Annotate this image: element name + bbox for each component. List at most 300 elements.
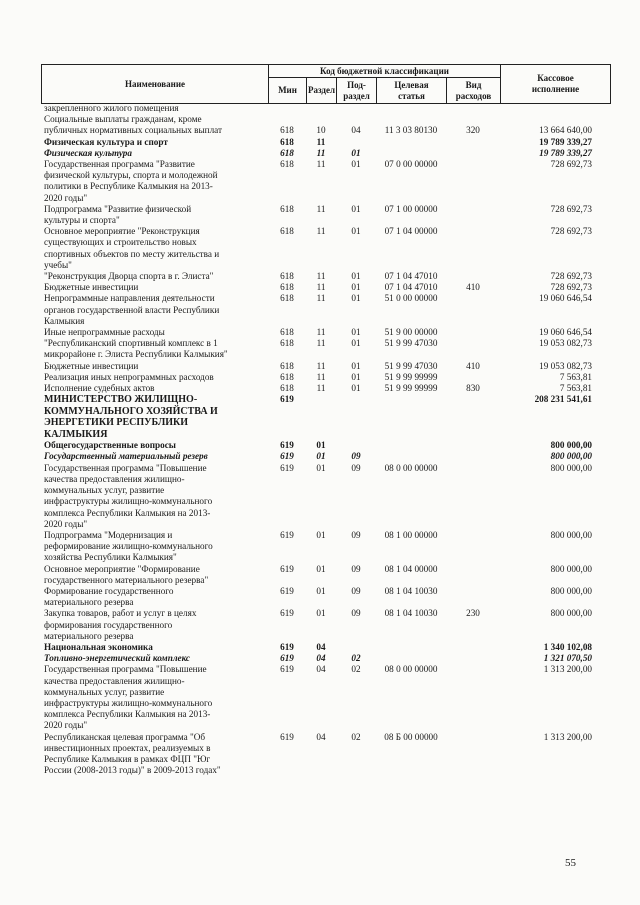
table-row xyxy=(41,181,610,192)
cell-name: Основное мероприятие "Реконструкция xyxy=(44,226,200,237)
cell-exp xyxy=(446,676,500,687)
table-row xyxy=(41,463,610,474)
cell-name: государственного материального резерва" xyxy=(44,574,209,585)
cell-min: 618 xyxy=(280,338,294,349)
cell-min: 618 xyxy=(280,360,294,371)
cell-min xyxy=(268,474,306,485)
table-row xyxy=(41,496,610,507)
cell-tgt: 07 1 00 00000 xyxy=(384,203,438,214)
cell-min xyxy=(268,170,306,181)
cell-sec: 04 xyxy=(316,731,326,742)
cell-sub xyxy=(336,429,376,441)
cell-exp xyxy=(446,293,500,304)
header-min: Мин xyxy=(269,78,307,104)
cell-tgt xyxy=(376,440,446,451)
cell-min: 619 xyxy=(280,608,294,619)
cell-min: 619 xyxy=(280,664,294,675)
cell-sub xyxy=(336,698,376,709)
cell-tgt xyxy=(376,429,446,441)
cell-name: спортивных объектов по месту жительства и xyxy=(44,248,220,259)
table-row xyxy=(41,394,610,406)
table-row xyxy=(41,226,610,237)
cell-min: 618 xyxy=(280,282,294,293)
cell-amt: 19 789 339,27 xyxy=(539,136,592,147)
cell-exp xyxy=(446,204,500,215)
cell-min xyxy=(268,429,306,441)
cell-sec xyxy=(306,394,336,406)
cell-sub xyxy=(336,394,376,406)
table-row xyxy=(41,508,610,519)
cell-exp xyxy=(446,305,500,316)
cell-name: учебы" xyxy=(44,259,72,270)
cell-name: инвестиционных проектах, реализуемых в xyxy=(44,742,211,753)
cell-sec xyxy=(306,754,336,765)
cell-sec xyxy=(306,215,336,226)
cell-min xyxy=(268,496,306,507)
cell-tgt: 07 1 04 00000 xyxy=(384,226,438,237)
cell-sub xyxy=(336,305,376,316)
cell-sub xyxy=(336,237,376,248)
cell-exp xyxy=(446,642,500,653)
cell-tgt: 08 1 00 00000 xyxy=(384,529,438,540)
cell-name: комплекса Республики Калмыкия на 2013- xyxy=(44,507,211,518)
cell-sub xyxy=(336,260,376,271)
table-row xyxy=(41,293,610,304)
cell-amt xyxy=(500,474,610,485)
table-row xyxy=(41,687,610,698)
cell-amt: 800 000,00 xyxy=(550,529,592,540)
cell-amt xyxy=(500,193,610,204)
cell-sub: 02 xyxy=(351,731,361,742)
cell-tgt xyxy=(376,743,446,754)
cell-min xyxy=(268,676,306,687)
cell-name: качества предоставления жилищно- xyxy=(44,675,185,686)
cell-name: закрепленного жилого помещения xyxy=(44,103,179,113)
table-row xyxy=(41,429,610,441)
cell-exp xyxy=(446,709,500,720)
cell-name: Бюджетные инвестиции xyxy=(44,360,139,371)
cell-exp xyxy=(446,114,500,125)
cell-amt xyxy=(500,508,610,519)
cell-name: Основное мероприятие "Формирование xyxy=(44,563,200,574)
cell-amt xyxy=(500,429,610,441)
cell-exp xyxy=(446,316,500,327)
cell-sec xyxy=(306,485,336,496)
cell-tgt xyxy=(376,508,446,519)
cell-amt: 800 000,00 xyxy=(550,440,592,451)
cell-min: 618 xyxy=(280,203,294,214)
cell-min xyxy=(268,575,306,586)
cell-sub xyxy=(336,642,376,653)
cell-exp xyxy=(446,698,500,709)
cell-amt xyxy=(500,720,610,731)
cell-tgt: 07 1 04 47010 xyxy=(384,282,438,293)
cell-amt: 1 313 200,00 xyxy=(543,664,592,675)
cell-amt: 800 000,00 xyxy=(550,585,592,596)
cell-sub xyxy=(336,552,376,563)
cell-sub: 04 xyxy=(351,125,361,136)
cell-tgt xyxy=(376,305,446,316)
cell-sec: 11 xyxy=(316,226,326,237)
cell-sec xyxy=(306,743,336,754)
cell-min xyxy=(268,260,306,271)
cell-exp: 230 xyxy=(466,608,480,619)
cell-tgt: 08 1 04 10030 xyxy=(384,608,438,619)
cell-amt xyxy=(500,316,610,327)
table-row xyxy=(41,586,610,597)
cell-amt xyxy=(500,541,610,552)
cell-name: Государственная программа "Повышение xyxy=(44,462,207,473)
cell-exp xyxy=(446,463,500,474)
page-number: 55 xyxy=(565,857,576,869)
cell-sec xyxy=(306,676,336,687)
cell-sec: 11 xyxy=(316,360,326,371)
cell-name: 2020 годы" xyxy=(44,720,88,731)
table-row xyxy=(41,664,610,675)
cell-tgt xyxy=(376,765,446,776)
cell-tgt xyxy=(376,474,446,485)
cell-exp xyxy=(446,170,500,181)
cell-tgt xyxy=(376,620,446,631)
cell-sec: 04 xyxy=(316,641,326,652)
cell-name: Реализация иных непрограммных расходов xyxy=(44,371,214,382)
cell-exp xyxy=(446,429,500,441)
cell-tgt xyxy=(376,642,446,653)
cell-amt: 19 053 082,73 xyxy=(539,338,592,349)
cell-sub: 01 xyxy=(351,282,361,293)
cell-min xyxy=(268,193,306,204)
cell-exp xyxy=(446,215,500,226)
cell-sec xyxy=(306,709,336,720)
table-row xyxy=(41,676,610,687)
cell-exp xyxy=(446,732,500,743)
cell-min xyxy=(268,720,306,731)
cell-exp xyxy=(446,743,500,754)
cell-sub xyxy=(336,406,376,418)
cell-sec: 11 xyxy=(316,282,326,293)
cell-min xyxy=(268,103,306,114)
table-row xyxy=(41,137,610,148)
cell-tgt xyxy=(376,575,446,586)
header-subsection: Под- раздел xyxy=(337,78,377,104)
cell-name: КАЛМЫКИЯ xyxy=(44,428,108,440)
cell-sec: 11 xyxy=(316,271,326,282)
cell-name: Закупка товаров, работ и услуг в целях xyxy=(44,608,197,619)
cell-sub: 09 xyxy=(351,451,361,462)
cell-sec xyxy=(306,698,336,709)
cell-min xyxy=(268,765,306,776)
cell-sec xyxy=(306,181,336,192)
cell-amt: 19 789 339,27 xyxy=(539,147,592,158)
cell-exp xyxy=(446,406,500,418)
cell-min: 618 xyxy=(280,226,294,237)
cell-sec xyxy=(306,631,336,642)
cell-tgt xyxy=(376,451,446,462)
cell-min xyxy=(268,215,306,226)
cell-min: 618 xyxy=(280,293,294,304)
cell-sec xyxy=(306,349,336,360)
cell-tgt xyxy=(376,103,446,114)
cell-min: 618 xyxy=(280,371,294,382)
cell-min: 618 xyxy=(280,383,294,394)
table-body xyxy=(41,103,610,776)
cell-exp xyxy=(446,394,500,406)
cell-name: ЭНЕРГЕТИКИ РЕСПУБЛИКИ xyxy=(44,417,189,429)
table-row xyxy=(41,653,610,664)
cell-name: Непрограммные направления деятельности xyxy=(44,293,215,304)
table-row xyxy=(41,114,610,125)
cell-min: 619 xyxy=(280,440,294,451)
cell-sub xyxy=(336,709,376,720)
table-row xyxy=(41,519,610,530)
cell-sec: 01 xyxy=(316,563,326,574)
cell-exp xyxy=(446,159,500,170)
cell-tgt: 08 Б 00 00000 xyxy=(384,731,438,742)
cell-sec: 10 xyxy=(316,125,326,136)
table-row xyxy=(41,541,610,552)
cell-amt xyxy=(500,496,610,507)
cell-amt xyxy=(500,620,610,631)
cell-amt xyxy=(500,215,610,226)
cell-min: 619 xyxy=(280,731,294,742)
cell-sub: 01 xyxy=(351,293,361,304)
cell-sub xyxy=(336,541,376,552)
cell-sec xyxy=(306,620,336,631)
cell-name: коммунальных услуг, развитие xyxy=(44,485,165,496)
cell-sub xyxy=(336,474,376,485)
cell-tgt: 08 1 04 10030 xyxy=(384,585,438,596)
cell-exp xyxy=(446,575,500,586)
cell-amt xyxy=(500,743,610,754)
cell-tgt xyxy=(376,137,446,148)
cell-min: 619 xyxy=(280,451,294,462)
header-code-group: Код бюджетной классификации xyxy=(269,65,501,78)
table-row xyxy=(41,474,610,485)
cell-amt xyxy=(500,305,610,316)
table-row xyxy=(41,170,610,181)
cell-tgt xyxy=(376,754,446,765)
table-row xyxy=(41,305,610,316)
table-row xyxy=(41,103,610,114)
cell-sub: 09 xyxy=(351,563,361,574)
cell-exp xyxy=(446,271,500,282)
cell-min xyxy=(268,754,306,765)
table-row xyxy=(41,249,610,260)
cell-min xyxy=(268,541,306,552)
cell-min xyxy=(268,114,306,125)
table-row xyxy=(41,215,610,226)
cell-exp xyxy=(446,496,500,507)
cell-name: Социальные выплаты гражданам, кроме xyxy=(44,114,202,125)
cell-amt: 728 692,73 xyxy=(550,203,592,214)
cell-sub xyxy=(336,316,376,327)
cell-tgt: 51 9 00 00000 xyxy=(384,327,438,338)
cell-name: культуры и спорта" xyxy=(44,215,120,226)
cell-amt: 800 000,00 xyxy=(550,451,592,462)
cell-exp xyxy=(446,586,500,597)
cell-sec xyxy=(306,765,336,776)
cell-sub: 01 xyxy=(351,327,361,338)
cell-sub: 01 xyxy=(351,203,361,214)
cell-sec xyxy=(306,305,336,316)
cell-min: 619 xyxy=(280,394,294,405)
cell-amt xyxy=(500,485,610,496)
table-row xyxy=(41,451,610,462)
cell-sub: 01 xyxy=(351,338,361,349)
table-row xyxy=(41,564,610,575)
cell-tgt xyxy=(376,114,446,125)
cell-name: политики в Республике Калмыкия на 2013- xyxy=(44,181,213,192)
cell-exp xyxy=(446,226,500,237)
cell-tgt xyxy=(376,249,446,260)
cell-min: 618 xyxy=(280,136,294,147)
cell-sub xyxy=(336,440,376,451)
cell-exp xyxy=(446,137,500,148)
table-row xyxy=(41,148,610,159)
cell-sub: 09 xyxy=(351,608,361,619)
cell-exp xyxy=(446,327,500,338)
table-row xyxy=(41,125,610,136)
cell-amt: 19 053 082,73 xyxy=(539,360,592,371)
cell-sec xyxy=(306,687,336,698)
cell-amt: 800 000,00 xyxy=(550,608,592,619)
cell-exp xyxy=(446,620,500,631)
cell-sub xyxy=(336,215,376,226)
cell-tgt xyxy=(376,653,446,664)
cell-name: 2020 годы" xyxy=(44,518,88,529)
cell-sub xyxy=(336,249,376,260)
cell-exp xyxy=(446,260,500,271)
cell-sub xyxy=(336,181,376,192)
cell-name: 2020 годы" xyxy=(44,192,88,203)
cell-sub xyxy=(336,743,376,754)
cell-min: 618 xyxy=(280,159,294,170)
cell-exp xyxy=(446,653,500,664)
cell-sec xyxy=(306,249,336,260)
cell-sub: 09 xyxy=(351,462,361,473)
cell-sec xyxy=(306,237,336,248)
cell-tgt: 51 9 99 47030 xyxy=(384,338,438,349)
table-row xyxy=(41,271,610,282)
cell-name: Топливно-энергетический комплекс xyxy=(44,653,191,664)
cell-amt: 728 692,73 xyxy=(550,159,592,170)
table-row xyxy=(41,720,610,731)
cell-tgt: 08 0 00 00000 xyxy=(384,462,438,473)
cell-exp xyxy=(446,349,500,360)
table-row xyxy=(41,631,610,642)
cell-amt xyxy=(500,709,610,720)
cell-sec: 01 xyxy=(316,451,326,462)
cell-min: 618 xyxy=(280,125,294,136)
cell-sub xyxy=(336,575,376,586)
cell-amt xyxy=(500,754,610,765)
cell-name: "Реконструкция Дворца спорта в г. Элиста" xyxy=(44,271,214,282)
cell-exp xyxy=(446,193,500,204)
table-row xyxy=(41,316,610,327)
cell-sub xyxy=(336,193,376,204)
cell-exp xyxy=(446,530,500,541)
cell-amt: 800 000,00 xyxy=(550,462,592,473)
cell-tgt xyxy=(376,519,446,530)
cell-sub: 09 xyxy=(351,529,361,540)
cell-tgt xyxy=(376,541,446,552)
cell-min xyxy=(268,406,306,418)
cell-sec xyxy=(306,406,336,418)
cell-sec xyxy=(306,114,336,125)
cell-sec: 04 xyxy=(316,664,326,675)
cell-tgt xyxy=(376,485,446,496)
table-row xyxy=(41,159,610,170)
cell-amt xyxy=(500,237,610,248)
cell-tgt xyxy=(376,237,446,248)
cell-exp xyxy=(446,417,500,429)
cell-exp xyxy=(446,541,500,552)
table-row xyxy=(41,282,610,293)
header-target: Целевая статья xyxy=(377,78,447,104)
table-row xyxy=(41,204,610,215)
cell-sub xyxy=(336,114,376,125)
cell-sub: 01 xyxy=(351,383,361,394)
cell-name: Национальная экономика xyxy=(44,641,153,652)
cell-tgt xyxy=(376,181,446,192)
cell-exp xyxy=(446,765,500,776)
cell-sec xyxy=(306,508,336,519)
cell-min: 618 xyxy=(280,327,294,338)
cell-sec: 11 xyxy=(316,327,326,338)
cell-tgt: 07 1 04 47010 xyxy=(384,271,438,282)
cell-sec: 11 xyxy=(316,136,326,147)
cell-name: Республиканская целевая программа "Об xyxy=(44,731,206,742)
cell-tgt: 08 0 00 00000 xyxy=(384,664,438,675)
cell-name: Общегосударственные вопросы xyxy=(44,440,176,451)
cell-sub xyxy=(336,349,376,360)
cell-exp xyxy=(446,474,500,485)
cell-sub xyxy=(336,687,376,698)
cell-min xyxy=(268,743,306,754)
cell-min xyxy=(268,508,306,519)
cell-tgt xyxy=(376,496,446,507)
table-row xyxy=(41,608,610,619)
cell-min xyxy=(268,709,306,720)
cell-name: Исполнение судебных актов xyxy=(44,383,155,394)
table-row xyxy=(41,709,610,720)
cell-amt xyxy=(500,698,610,709)
cell-amt: 208 231 541,61 xyxy=(534,394,592,405)
cell-sec: 11 xyxy=(316,159,326,170)
cell-name: качества предоставления жилищно- xyxy=(44,473,185,484)
cell-tgt xyxy=(376,720,446,731)
table-row xyxy=(41,530,610,541)
cell-tgt xyxy=(376,349,446,360)
cell-tgt xyxy=(376,597,446,608)
cell-name: комплекса Республики Калмыкия на 2013- xyxy=(44,709,211,720)
cell-min: 618 xyxy=(280,147,294,158)
cell-min xyxy=(268,552,306,563)
cell-sub xyxy=(336,519,376,530)
cell-exp xyxy=(446,552,500,563)
cell-sub: 02 xyxy=(351,653,361,664)
cell-tgt xyxy=(376,676,446,687)
cell-sub xyxy=(336,170,376,181)
table-row xyxy=(41,440,610,451)
cell-name: Физическая культура xyxy=(44,147,132,158)
cell-sub: 01 xyxy=(351,147,361,158)
cell-name: микрорайоне г. Элиста Республики Калмыкия" xyxy=(44,349,228,360)
cell-sub xyxy=(336,137,376,148)
cell-amt xyxy=(500,631,610,642)
header-exp-type: Вид расходов xyxy=(447,78,501,104)
cell-exp xyxy=(446,631,500,642)
